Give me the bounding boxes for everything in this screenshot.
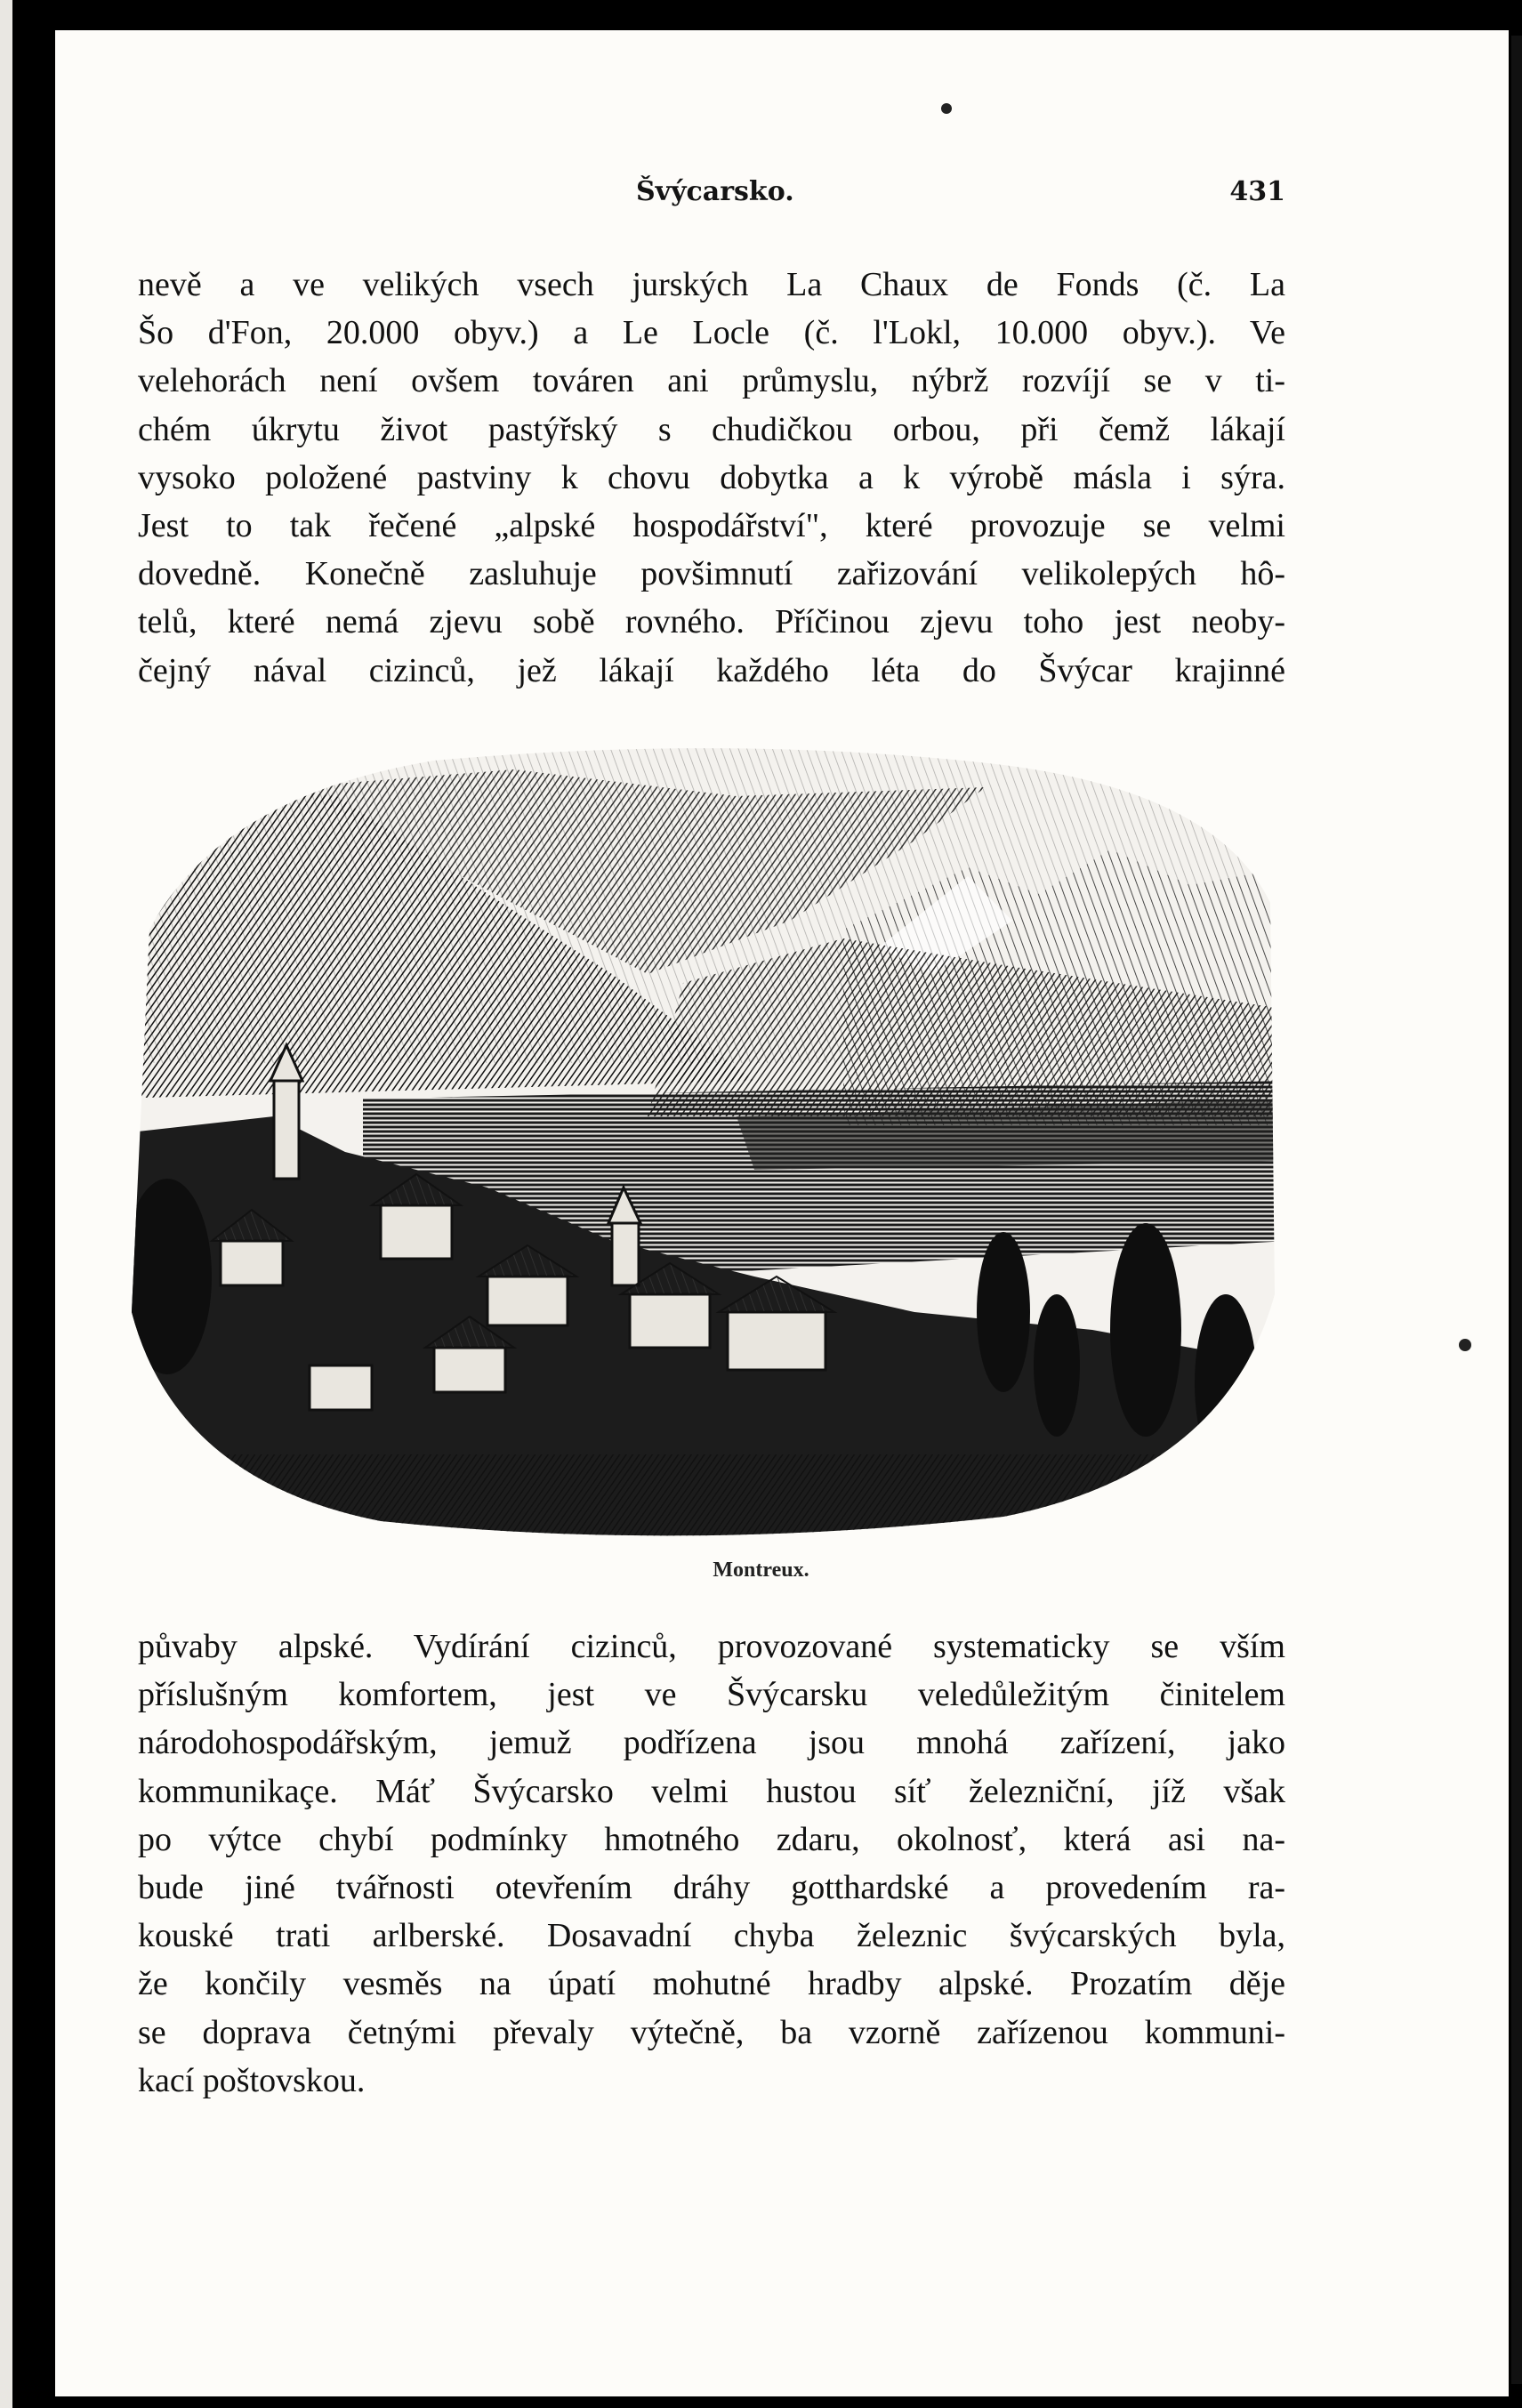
text-line: dovedně. Konečně zasluhuje povšimnutí zařizování velikolepých hô- <box>138 555 1285 593</box>
text-line: chém úkrytu život pastýřský s chudičkou orbou, při čemž lákají <box>138 410 1285 448</box>
text-line: velehorách není ovšem továren ani průmyslu, nýbrž rozvíjí se v ti- <box>138 362 1285 400</box>
ink-speck <box>1459 1339 1471 1351</box>
text-line: že končily vesměs na úpatí mohutné hradby alpské. Prozatím děje <box>138 1965 1285 2003</box>
text-line: čejný nával cizinců, jež lákají každého léta do Švýcar krajinné <box>138 651 1285 689</box>
text-line: kommunikaçe. Máť Švýcarsko velmi hustou síť železniční, jíž však <box>138 1772 1285 1810</box>
running-header <box>138 176 1285 212</box>
text-line: kací poštovskou. <box>138 2061 366 2099</box>
scan-left-edge <box>0 0 12 2408</box>
text-line: příslušným komfortem, jest ve Švýcarsku veledůležitým činitelem <box>138 1676 1285 1714</box>
page-number: 431 <box>1229 176 1285 207</box>
figure-caption: Montreux. <box>713 1558 809 1582</box>
text-line: bude jiné tvářnosti otevřením dráhy gotthardské a provedením ra- <box>138 1868 1285 1906</box>
text-line: kouské trati arlberské. Dosavadní chyba železnic švýcarských byla, <box>138 1917 1285 1955</box>
text-line: Šo d'Fon, 20.000 obyv.) a Le Locle (č. l'Lokl, 10.000 obyv.). Ve <box>138 314 1285 352</box>
text-line: po výtce chybí podmínky hmotného zdaru, okolnosť, která asi na- <box>138 1820 1285 1858</box>
running-title: Švýcarsko. <box>636 176 794 207</box>
text-line: národohospodářským, jemuž podřízena jsou mnohá zařízení, jako <box>138 1724 1285 1762</box>
ink-speck <box>941 103 952 114</box>
text-line: nevě a ve velikých vsech jurských La Chaux de Fonds (č. La <box>138 266 1285 303</box>
text-line: vysoko položené pastviny k chovu dobytka a k výrobě másla i sýra. <box>138 458 1285 496</box>
paragraph-1 <box>138 261 1285 695</box>
text-line: půvaby alpské. Vydírání cizinců, provozované systematicky se vším <box>138 1628 1285 1665</box>
text-line: telů, které nemá zjevu sobě rovného. Příčinou zjevu toho jest neoby- <box>138 603 1285 641</box>
scan-right-edge <box>1511 36 1522 2384</box>
text-line: Jest to tak řečené „alpské hospodářství", které provozuje se velmi <box>138 506 1285 544</box>
engraving-montreux <box>114 743 1288 1539</box>
text-line: se doprava četnými převaly výtečně, ba vzorně zařízenou kommuni- <box>138 2013 1285 2051</box>
paragraph-2 <box>138 1623 1285 2105</box>
